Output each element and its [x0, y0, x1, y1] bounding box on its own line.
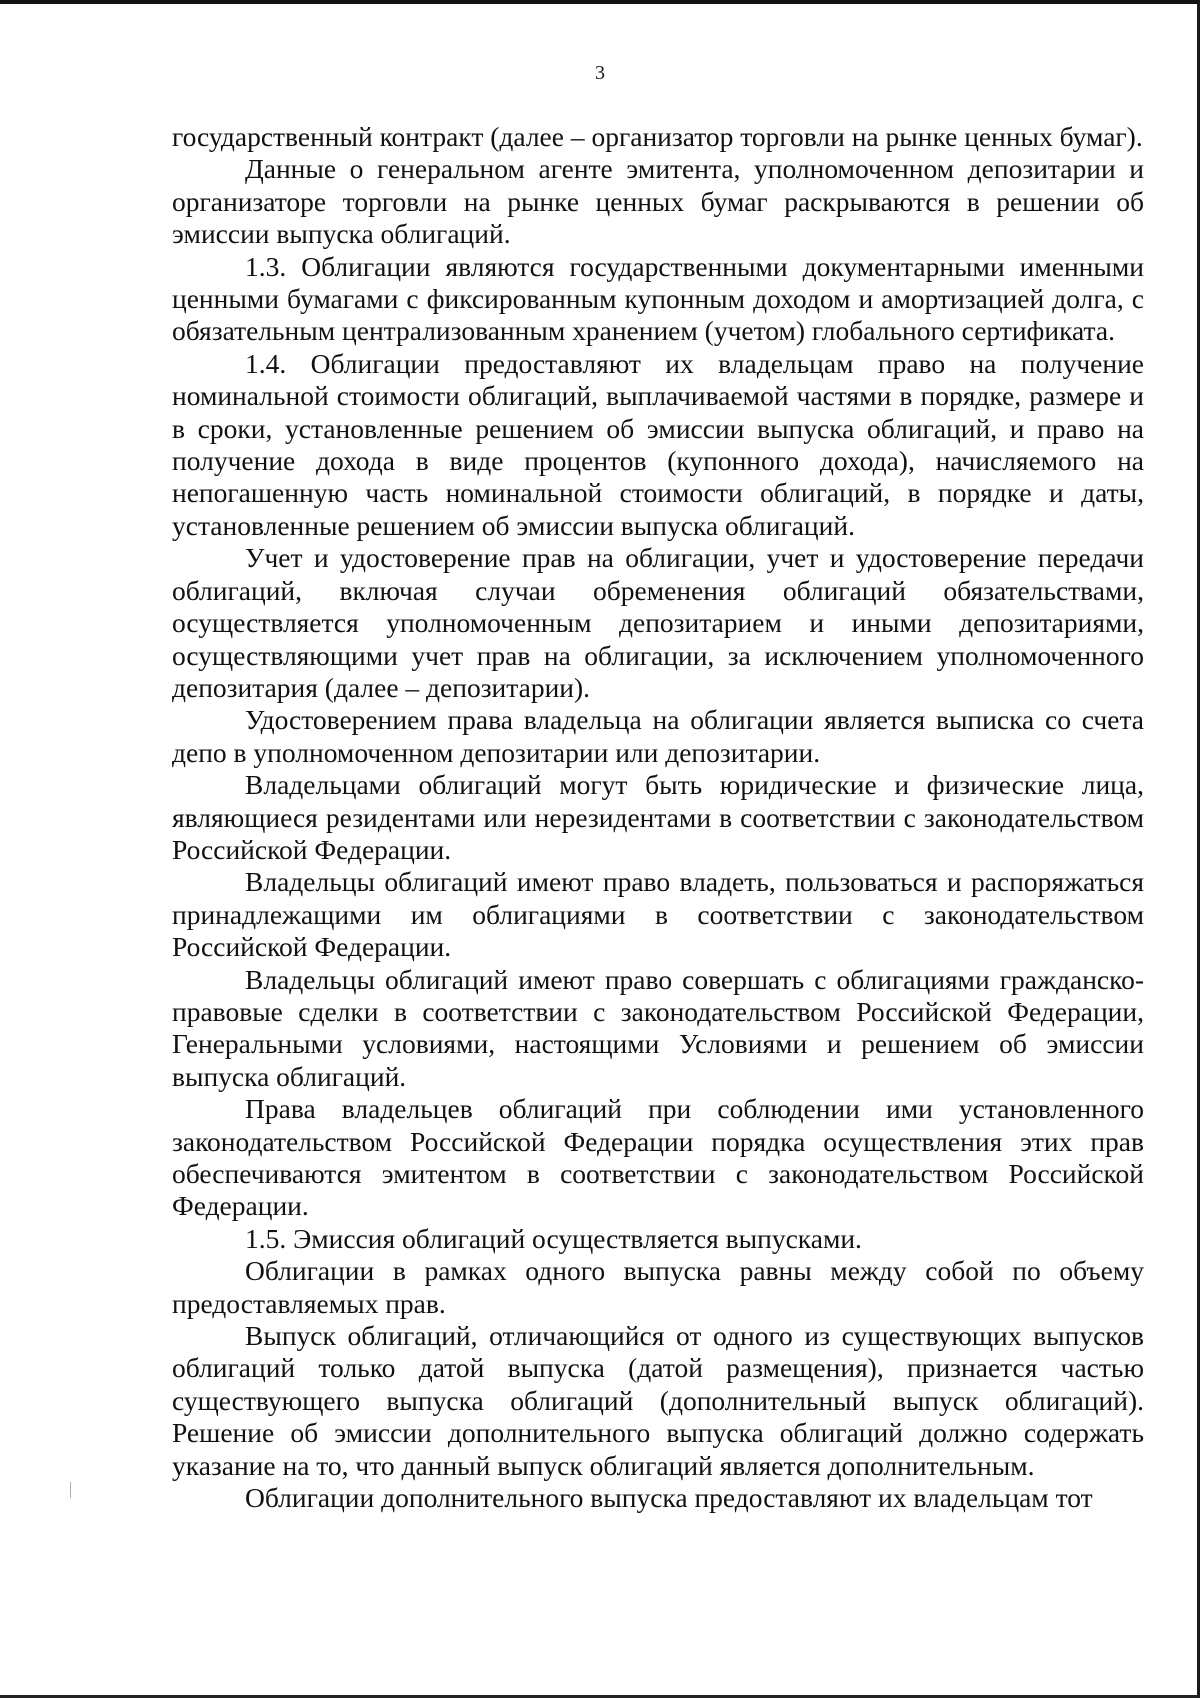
paragraph-p7: Владельцы облигаций имеют право владеть, пользоваться и распоряжаться принадлежащими им облигациями в соответствии с законодательством Российской Федерации.	[172, 866, 1144, 963]
paragraph-p0: государственный контракт (далее – организатор торговли на рынке ценных бумаг).	[172, 121, 1143, 152]
paragraph-p4: Учет и удостоверение прав на облигации, учет и удостоверение передачи облигаций, включая случаи обременения облигаций обязательствами, осуществляется уполномоченным депозитарием и иными депозитариями, осуществляющими учет прав на облигации, за исключением уполномоченного депозитария (далее – депозитарии).	[172, 542, 1144, 703]
paragraph-p3: 1.4. Облигации предоставляют их владельцам право на получение номинальной стоимости облигаций, выплачиваемой частями в порядке, размере и в сроки, установленные решением об эмиссии выпуска облигаций, и право на получение дохода в виде процентов (купонного дохода), начисляемого на непогашенную часть номинальной стоимости облигаций, в порядке и даты, установленные решением об эмиссии выпуска облигаций.	[172, 347, 1144, 541]
paragraph-p6: Владельцами облигаций могут быть юридические и физические лица, являющиеся резидентами или нерезидентами в соответствии с законодательством Российской Федерации.	[172, 769, 1144, 865]
paragraph-p10: 1.5. Эмиссия облигаций осуществляется выпусками.	[245, 1222, 862, 1254]
scan-artifact	[70, 1482, 71, 1498]
paragraph-p13: Облигации дополнительного выпуска предоставляют их владельцам тот	[245, 1482, 1093, 1514]
paragraph-p12: Выпуск облигаций, отличающийся от одного из существующих выпусков облигаций только датой выпуска (датой размещения), признается частью существующего выпуска облигаций (дополнительный выпуск облигаций). Решение об эмиссии дополнительного выпуска облигаций должно содержать указание на то, что данный выпуск облигаций является дополнительным.	[172, 1320, 1144, 1481]
page-number: 3	[595, 62, 605, 84]
paragraph-p1: Данные о генеральном агенте эмитента, уполномоченном депозитарии и организаторе торговли на рынке ценных бумаг раскрываются в решении об эмиссии выпуска облигаций.	[172, 153, 1144, 250]
paragraph-p8: Владельцы облигаций имеют право совершать с облигациями гражданско-правовые сделки в соответствии с законодательством Российской Федерации, Генеральными условиями, настоящими Условиями и решением об эмиссии выпуска облигаций.	[172, 963, 1144, 1092]
document-body	[172, 121, 1144, 1514]
paragraph-p11: Облигации в рамках одного выпуска равны между собой по объему предоставляемых прав.	[172, 1255, 1144, 1319]
paragraph-p9: Права владельцев облигаций при соблюдении ими установленного законодательством Российской Федерации порядка осуществления этих прав обеспечиваются эмитентом в соответствии с законодательством Российской Федерации.	[172, 1093, 1144, 1222]
paragraph-p2: 1.3. Облигации являются государственными документарными именными ценными бумагами с фиксированным купонным доходом и амортизацией долга, с обязательным централизованным хранением (учетом) глобального сертификата.	[172, 250, 1144, 347]
paragraph-p5: Удостоверением права владельца на облигации является выписка со счета депо в уполномоченном депозитарии или депозитарии.	[172, 704, 1144, 768]
